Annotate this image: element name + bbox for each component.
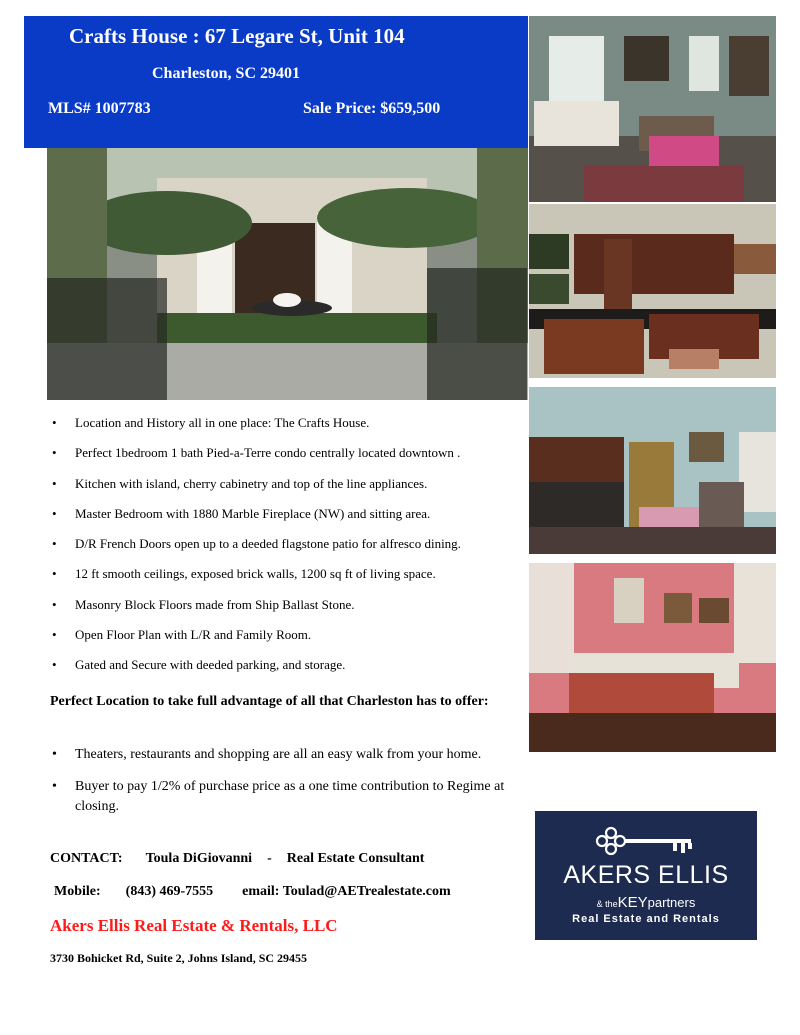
phone-email-line (54, 884, 451, 900)
list-item: • Kitchen with island, cherry cabinetry and top of the line appliances. (50, 476, 510, 506)
akers-ellis-logo (535, 811, 757, 940)
bedroom-photo (529, 563, 776, 752)
contact-name: Toula DiGiovanni (145, 851, 253, 866)
patio-photo (47, 148, 528, 400)
list-item: • Perfect 1bedroom 1 bath Pied-a-Terre condo centrally located downtown . (50, 445, 510, 475)
contact-role: Real Estate Consultant (286, 851, 425, 866)
list-item: • Master Bedroom with 1880 Marble Fireplace (NW) and sitting area. (50, 506, 510, 536)
list-item: • Location and History all in one place: The Crafts House. (50, 415, 510, 445)
mobile-label: Mobile: (54, 884, 101, 899)
contact-line (50, 851, 424, 867)
list-item: • Buyer to pay 1/2% of purchase price as a one time contribution to Regime at closing. (50, 777, 512, 817)
location-heading: Perfect Location to take full advantage of all that Charleston has to offer: (50, 694, 489, 709)
logo-partners: & theKEYpartners (596, 894, 696, 911)
list-item: • Masonry Block Floors made from Ship Ballast Stone. (50, 597, 510, 627)
contact-label: CONTACT: (50, 851, 123, 866)
family-room-photo (529, 387, 776, 554)
sale-price: Sale Price: $659,500 (303, 100, 441, 117)
feature-list (50, 415, 510, 688)
listing-city: Charleston, SC 29401 (152, 65, 301, 82)
living-room-photo (529, 16, 776, 202)
list-item: • Open Floor Plan with L/R and Family Room. (50, 627, 510, 657)
list-item: • Gated and Secure with deeded parking, and storage. (50, 657, 510, 687)
list-item: • 12 ft smooth ceilings, exposed brick walls, 1200 sq ft of living space. (50, 566, 510, 596)
contact-separator: - (267, 851, 272, 866)
company-address: 3730 Bohicket Rd, Suite 2, Johns Island, SC 29455 (50, 951, 308, 965)
mobile-number[interactable]: (843) 469-7555 (125, 884, 214, 899)
logo-tagline: Real Estate and Rentals (572, 913, 720, 925)
list-item: • Theaters, restaurants and shopping are all an easy walk from your home. (50, 745, 512, 765)
email-address[interactable]: Toulad@AETrealestate.com (282, 884, 451, 899)
location-list (50, 745, 512, 829)
logo-name: AKERS ELLIS (563, 861, 729, 889)
email-label: email: (242, 884, 280, 899)
kitchen-photo (529, 204, 776, 378)
company-name: Akers Ellis Real Estate & Rentals, LLC (50, 916, 338, 935)
list-item: • D/R French Doors open up to a deeded flagstone patio for alfresco dining. (50, 536, 510, 566)
mls-number: MLS# 1007783 (48, 100, 151, 117)
key-icon (593, 825, 699, 857)
listing-title: Crafts House : 67 Legare St, Unit 104 (69, 24, 405, 48)
listing-header (24, 16, 528, 148)
